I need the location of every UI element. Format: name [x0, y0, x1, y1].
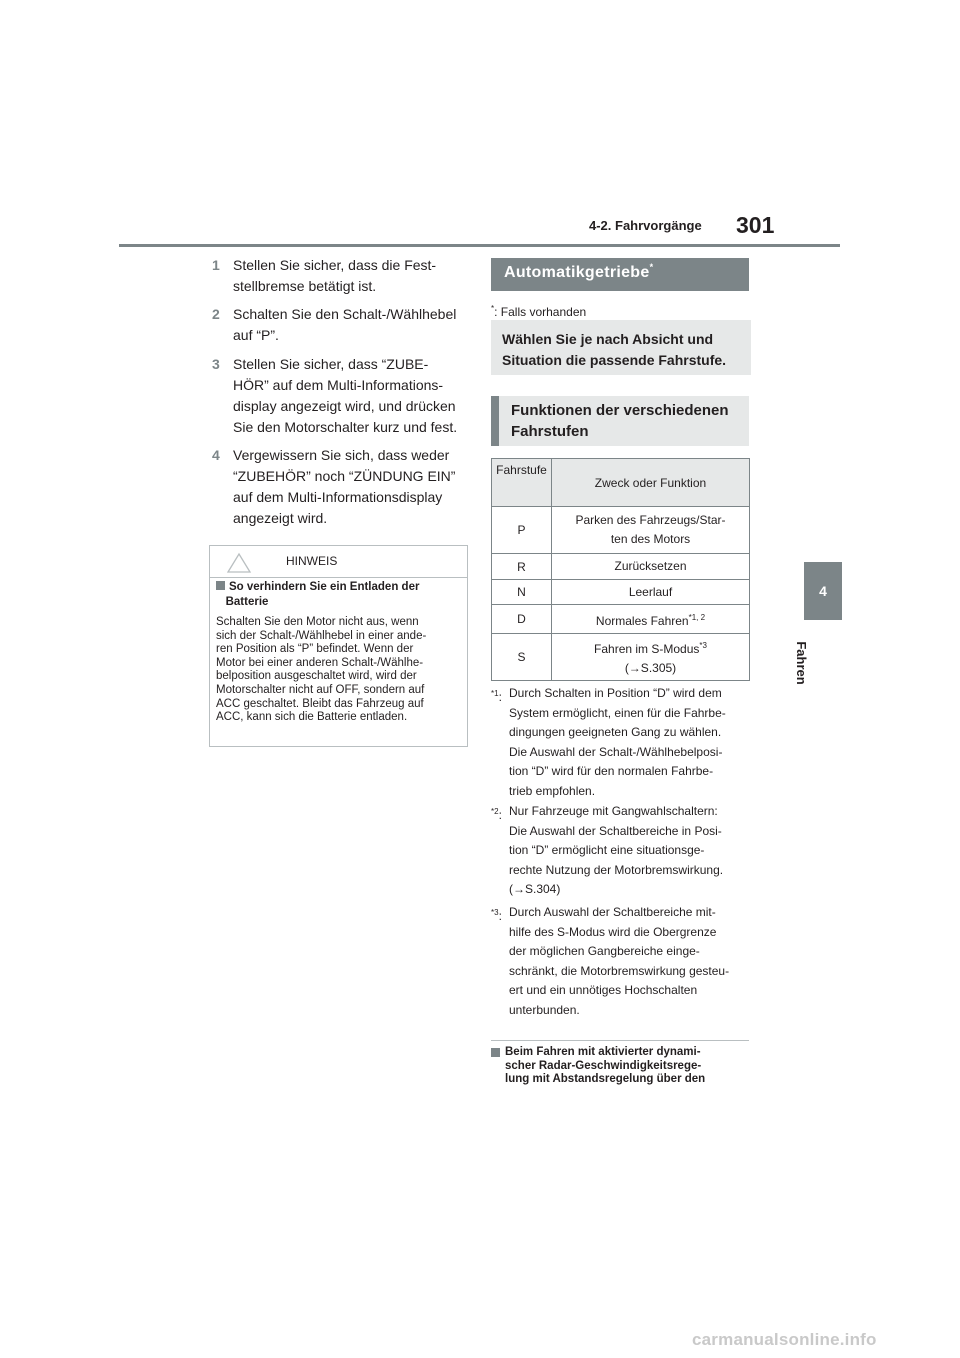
gear-cell: S [492, 634, 552, 681]
footnote-mark: $^{*1}$: [491, 689, 502, 704]
function-cell [552, 634, 750, 681]
header-rule [119, 244, 840, 247]
step-item [212, 304, 472, 346]
footnote-ref: *1, 2 [688, 612, 706, 622]
chapter-number: 4 [819, 583, 827, 599]
notice-body: Schalten Sie den Motor nicht aus, wenn sich der Schalt-/Wählhebel in einer ande- ren Position als “P” befindet. Wenn der Motor bei einer anderen Schalt-/Wählhe- belposition ausgeschaltet wird, wird der Motorschalter nicht auf OFF, sondern auf ACC geschaltet. Bleibt das Fahrzeug auf ACC, kann sich die Batterie entladen. [216, 616, 427, 724]
step-number: 4 [212, 447, 220, 463]
footnote-ref: *3 [699, 641, 707, 650]
footnote-text: Durch Auswahl der Schaltbereiche mit- hilfe des S-Modus wird die Obergrenze der möglichen Gangbereiche einge- schränkt, die Motorbremswirkung gesteu- ert und ein unnötiges Hochschalten unterbunden. [509, 905, 730, 1017]
step-text: Vergewissern Sie sich, dass weder “ZUBEHÖR” noch “ZÜNDUNG EIN” auf dem Multi-Informationsdisplay angezeigt wird. [233, 447, 456, 526]
footnote-text: : Falls vorhanden [494, 305, 587, 319]
gear-cell: D [492, 605, 552, 634]
footnote-item [491, 903, 753, 1021]
step-item [212, 354, 472, 438]
step-text: Stellen Sie sicher, dass “ZUBE- HÖR” auf dem Multi-Informations- display angezeigt wird, und drücken Sie den Motorschalter kurz und fest. [233, 356, 458, 435]
footnote-item [491, 684, 753, 802]
step-number: 1 [212, 257, 220, 273]
table-row [492, 554, 750, 580]
step-number: 3 [212, 356, 220, 372]
bottom-subheading-text: Beim Fahren mit aktivierter dynami- scher Radar-Geschwindigkeitsrege- lung mit Abstandsregelung über den [505, 1046, 706, 1085]
step-number: 2 [212, 306, 220, 322]
square-bullet-icon [491, 1048, 500, 1057]
intro-text: Wählen Sie je nach Absicht und Situation die passende Fahrstufe. [502, 331, 727, 368]
functions-title: Funktionen der verschiedenen Fahrstufen [511, 402, 729, 440]
intro-box [491, 320, 751, 375]
square-bullet-icon [216, 581, 225, 590]
bottom-subheading [491, 1046, 741, 1087]
gear-table [491, 458, 750, 681]
footnote-mark: * [491, 304, 495, 313]
function-cell [552, 605, 750, 634]
warning-icon [226, 552, 252, 574]
footnote-item [491, 802, 753, 900]
notice-title: HINWEIS [286, 554, 338, 568]
table-row [492, 634, 750, 681]
notice-box [209, 545, 468, 747]
step-item [212, 445, 472, 529]
function-text: Fahren im S-Modus [594, 642, 700, 656]
table-row [492, 580, 750, 605]
functions-heading [491, 396, 749, 446]
gear-cell: R [492, 554, 552, 580]
title-footnote-mark: * [649, 262, 654, 272]
availability-note [491, 304, 586, 319]
page-reference-link[interactable]: (→S.305) [624, 661, 677, 675]
automatik-heading [491, 258, 749, 291]
step-item [212, 255, 472, 297]
footnote-mark: $^{*2}$: [491, 807, 502, 822]
table-row [492, 605, 750, 634]
gear-cell: N [492, 580, 552, 605]
function-text: Normales Fahren [595, 613, 689, 628]
table-header-row [492, 459, 750, 507]
column-header: Zweck oder Funktion [552, 459, 750, 507]
footnote-text: Nur Fahrzeuge mit Gangwahlschaltern: Die Auswahl der Schaltbereiche in Posi- tion “D” ermöglicht eine situationsge- rechte Nutzung der Motorbremswirkung. (→S.304) [509, 804, 724, 897]
step-text: Schalten Sie den Schalt-/Wählhebel auf “P”. [233, 306, 457, 343]
step-text: Stellen Sie sicher, dass die Fest- stellbremse betätigt ist. [233, 257, 437, 294]
footnote-mark: $^{*3}$: [491, 908, 502, 923]
page-number: 301 [736, 212, 775, 238]
watermark: carmanualsonline.info [692, 1330, 877, 1349]
gear-cell: P [492, 507, 552, 554]
table-row [492, 507, 750, 554]
footnote-text: Durch Schalten in Position “D” wird dem System ermöglicht, einen für die Fahrbe- dingungen geeigneten Gang zu wählen. Die Auswahl der Schalt-/Wählhebelposi- tion “D” wird für den normalen Fahrbe- trieb empfohlen. [509, 686, 726, 798]
notice-subheading: So verhindern Sie ein Entladen der Batterie [216, 581, 420, 608]
chapter-label: Fahren [794, 641, 809, 685]
function-cell: Leerlauf [552, 580, 750, 605]
automatik-title: Automatikgetriebe [504, 264, 650, 281]
section-title: 4-2. Fahrvorgänge [589, 218, 702, 233]
function-cell: Zurücksetzen [552, 554, 750, 580]
section-divider [491, 1040, 749, 1041]
function-cell: Parken des Fahrzeugs/Star- ten des Motors [552, 507, 750, 554]
chapter-tab[interactable] [804, 562, 842, 620]
column-header: Fahrstufe [492, 459, 552, 507]
notice-header [210, 546, 467, 578]
